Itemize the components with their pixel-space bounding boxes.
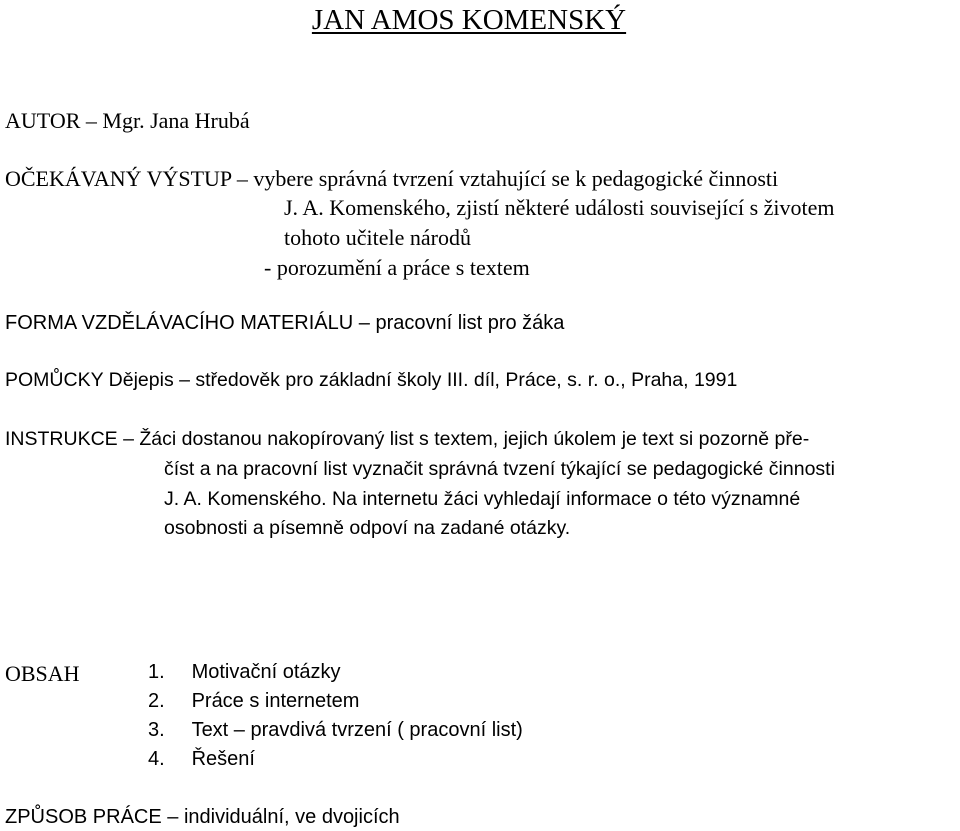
contents-item-1	[148, 662, 341, 682]
contents-item-number: 2.	[148, 690, 165, 712]
author-label: AUTOR	[5, 108, 81, 133]
instructions-line-2: číst a na pracovní list vyznačit správná tvzení týkající se pedagogické činnosti	[164, 458, 835, 480]
author-value: Mgr. Jana Hrubá	[102, 108, 250, 133]
material-form-line	[5, 313, 564, 333]
contents-item-number: 4.	[148, 748, 165, 770]
contents-item-text: Text – pravdivá tvrzení ( pracovní list)	[191, 719, 523, 741]
expected-output-line-2: J. A. Komenského, zjistí některé události související s životem	[284, 195, 835, 220]
expected-output-line-3: tohoto učitele národů	[284, 225, 471, 250]
instructions-text-1: Žáci dostanou nakopírovaný list s textem, jejich úkolem je text si pozorně pře-	[139, 428, 810, 450]
expected-output-line-4: - porozumění a práce s textem	[264, 255, 530, 280]
contents-item-text: Práce s internetem	[191, 690, 360, 712]
expected-output-text-1: vybere správná tvrzení vztahující se k pedagogické činnosti	[253, 166, 779, 191]
contents-item-text: Motivační otázky	[191, 661, 341, 683]
contents-label: OBSAH	[5, 661, 80, 686]
material-form-dash: –	[358, 312, 370, 334]
aids-line	[5, 371, 737, 391]
expected-output-label: OČEKÁVANÝ VÝSTUP	[5, 166, 232, 191]
material-form-label: FORMA VZDĚLÁVACÍHO MATERIÁLU	[5, 312, 354, 334]
work-method-dash: –	[167, 806, 179, 828]
aids-value: Dějepis – středověk pro základní školy III. díl, Práce, s. r. o., Praha, 1991	[108, 369, 738, 391]
material-form-value: pracovní list pro žáka	[375, 312, 565, 334]
author-dash: –	[85, 108, 97, 133]
contents-item-number: 3.	[148, 719, 165, 741]
contents-item-3	[148, 720, 523, 740]
instructions-dash: –	[123, 428, 134, 450]
instructions-label: INSTRUKCE	[5, 428, 118, 450]
contents-item-2	[148, 691, 359, 711]
expected-output-dash: –	[236, 166, 248, 191]
work-method-value: individuální, ve dvojicích	[183, 806, 400, 828]
instructions-line-3: J. A. Komenského. Na internetu žáci vyhledají informace o této významné	[164, 488, 801, 510]
instructions-line-1	[5, 430, 809, 450]
contents-item-number: 1.	[148, 661, 165, 683]
aids-label: POMŮCKY	[5, 369, 104, 391]
contents-item-4	[148, 749, 255, 769]
work-method-label: ZPŮSOB PRÁCE	[5, 806, 162, 828]
instructions-line-4: osobnosti a písemně odpoví na zadané otázky.	[164, 517, 571, 539]
work-method-line	[5, 807, 400, 827]
author-line	[5, 110, 250, 132]
contents-item-text: Řešení	[191, 748, 255, 770]
expected-output-line-1	[5, 168, 778, 190]
document-title: JAN AMOS KOMENSKÝ	[311, 4, 627, 36]
